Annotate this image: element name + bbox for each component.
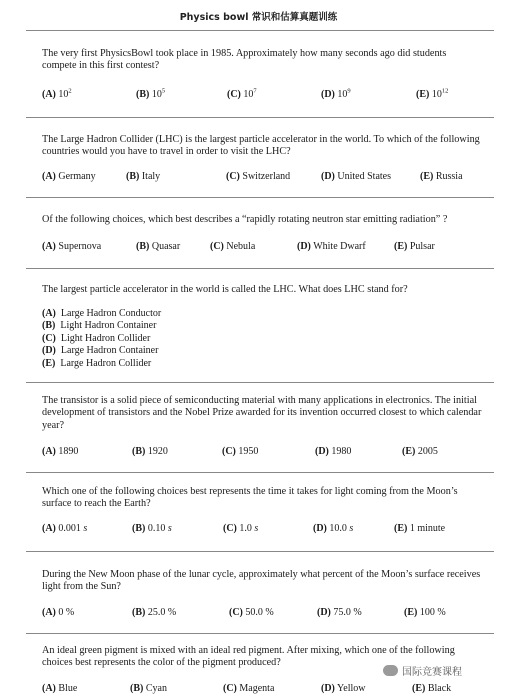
option-b[interactable]: (B) 1920 xyxy=(132,446,168,457)
option-c[interactable]: (C) 1950 xyxy=(222,446,259,457)
option-a[interactable]: (A) 0.001 s xyxy=(42,523,88,534)
option-c[interactable]: (C) Nebula xyxy=(210,241,256,252)
option-e[interactable]: (E) Black xyxy=(412,683,452,694)
option-d[interactable]: (D) White Dwarf xyxy=(297,241,366,252)
question-4-options xyxy=(42,308,161,370)
wechat-icon xyxy=(383,665,398,676)
divider xyxy=(26,117,494,118)
option-d[interactable]: (D) Large Hadron Container xyxy=(42,345,159,357)
option-e[interactable]: (E) Large Hadron Collider xyxy=(42,357,152,369)
question-3-options xyxy=(42,241,492,254)
option-d[interactable]: (D) United States xyxy=(321,171,391,182)
option-b[interactable]: (B) $10^5$ xyxy=(136,87,166,100)
option-e[interactable]: (E) 100 % xyxy=(404,607,446,618)
question-7 xyxy=(42,569,482,594)
option-e[interactable]: (E) 2005 xyxy=(402,446,438,457)
option-d[interactable]: (D) $10^9$ xyxy=(321,87,351,100)
option-e[interactable]: (E) Russia xyxy=(420,171,463,182)
question-8-text: An ideal green pigment is mixed with an ideal red pigment. After mixing, which one of the following choices best represents the color of the pigment produced? xyxy=(42,645,455,669)
question-3 xyxy=(42,214,502,226)
question-5-options xyxy=(42,446,492,459)
question-7-text: During the New Moon phase of the lunar cycle, approximately what percent of the Moon’s surface receives light from the Sun? xyxy=(42,569,481,593)
option-c[interactable]: (C) $10^7$ xyxy=(227,87,257,100)
question-5-text: The transistor is a solid piece of semiconducting material with many applications in electronics. The initial development of transistors and the Nobel Prize awarded for its invention occurred closest to which calendar year? xyxy=(42,395,482,431)
option-e[interactable]: (E) Pulsar xyxy=(394,241,435,252)
option-a[interactable]: (A) 0 % xyxy=(42,607,75,618)
question-8-options xyxy=(42,683,492,696)
question-6 xyxy=(42,486,482,511)
option-b[interactable]: (B) 0.10 s xyxy=(132,523,172,534)
option-d[interactable]: (D) 75.0 % xyxy=(317,607,362,618)
question-2 xyxy=(42,134,482,159)
question-2-options xyxy=(42,171,492,184)
option-a[interactable]: (A) Germany xyxy=(42,171,96,182)
option-e[interactable]: (E) 1 minute xyxy=(394,523,446,534)
question-3-text: Of the following choices, which best describes a “rapidly rotating neutron star emitting radiation” ? xyxy=(42,214,448,225)
option-a[interactable]: (A) 1890 xyxy=(42,446,79,457)
divider xyxy=(26,551,494,552)
option-b[interactable]: (B) 25.0 % xyxy=(132,607,177,618)
option-a[interactable]: (A) $10^2$ xyxy=(42,87,72,100)
option-c[interactable]: (C) Light Hadron Collider xyxy=(42,332,151,344)
option-a[interactable]: (A) Supernova xyxy=(42,241,102,252)
option-c[interactable]: (C) 50.0 % xyxy=(229,607,274,618)
question-2-text: The Large Hadron Collider (LHC) is the largest particle accelerator in the world. To which of the following countries would you have to travel in order to visit the LHC? xyxy=(42,134,480,158)
page-header: Physics bowl 常识和估算真题训练 xyxy=(179,12,338,23)
option-b[interactable]: (B) Light Hadron Container xyxy=(42,320,157,332)
divider xyxy=(26,197,494,198)
question-1-text: The very first PhysicsBowl took place in 1985. Approximately how many seconds ago did students compete in this first contest? xyxy=(42,48,447,72)
option-b[interactable]: (B) Cyan xyxy=(130,683,167,694)
divider xyxy=(26,268,494,269)
option-e[interactable]: (E) $10^{12}$ xyxy=(416,87,449,100)
header-rule xyxy=(26,30,494,31)
divider xyxy=(26,633,494,634)
option-d[interactable]: (D) 10.0 s xyxy=(313,523,354,534)
option-c[interactable]: (C) 1.0 s xyxy=(223,523,259,534)
option-c[interactable]: (C) Magenta xyxy=(223,683,275,694)
watermark xyxy=(383,663,462,678)
option-c[interactable]: (C) Switzerland xyxy=(226,171,291,182)
question-4 xyxy=(42,284,482,296)
option-a[interactable]: (A) Large Hadron Conductor xyxy=(42,308,162,319)
question-4-text: The largest particle accelerator in the world is called the LHC. What does LHC stand for? xyxy=(42,284,408,295)
question-6-options xyxy=(42,523,492,536)
divider xyxy=(26,382,494,383)
question-7-options xyxy=(42,607,492,620)
option-d[interactable]: (D) Yellow xyxy=(321,683,366,694)
question-6-text: Which one of the following choices best represents the time it takes for light coming from the Moon’s surface to reach the Earth? xyxy=(42,486,458,510)
question-1-options xyxy=(42,89,492,102)
option-b[interactable]: (B) Italy xyxy=(126,171,161,182)
divider xyxy=(26,472,494,473)
option-a[interactable]: (A) Blue xyxy=(42,683,78,694)
question-1 xyxy=(42,48,482,73)
option-d[interactable]: (D) 1980 xyxy=(315,446,352,457)
watermark-text: 国际竞赛课程 xyxy=(402,667,462,678)
option-b[interactable]: (B) Quasar xyxy=(136,241,181,252)
question-5 xyxy=(42,395,487,432)
